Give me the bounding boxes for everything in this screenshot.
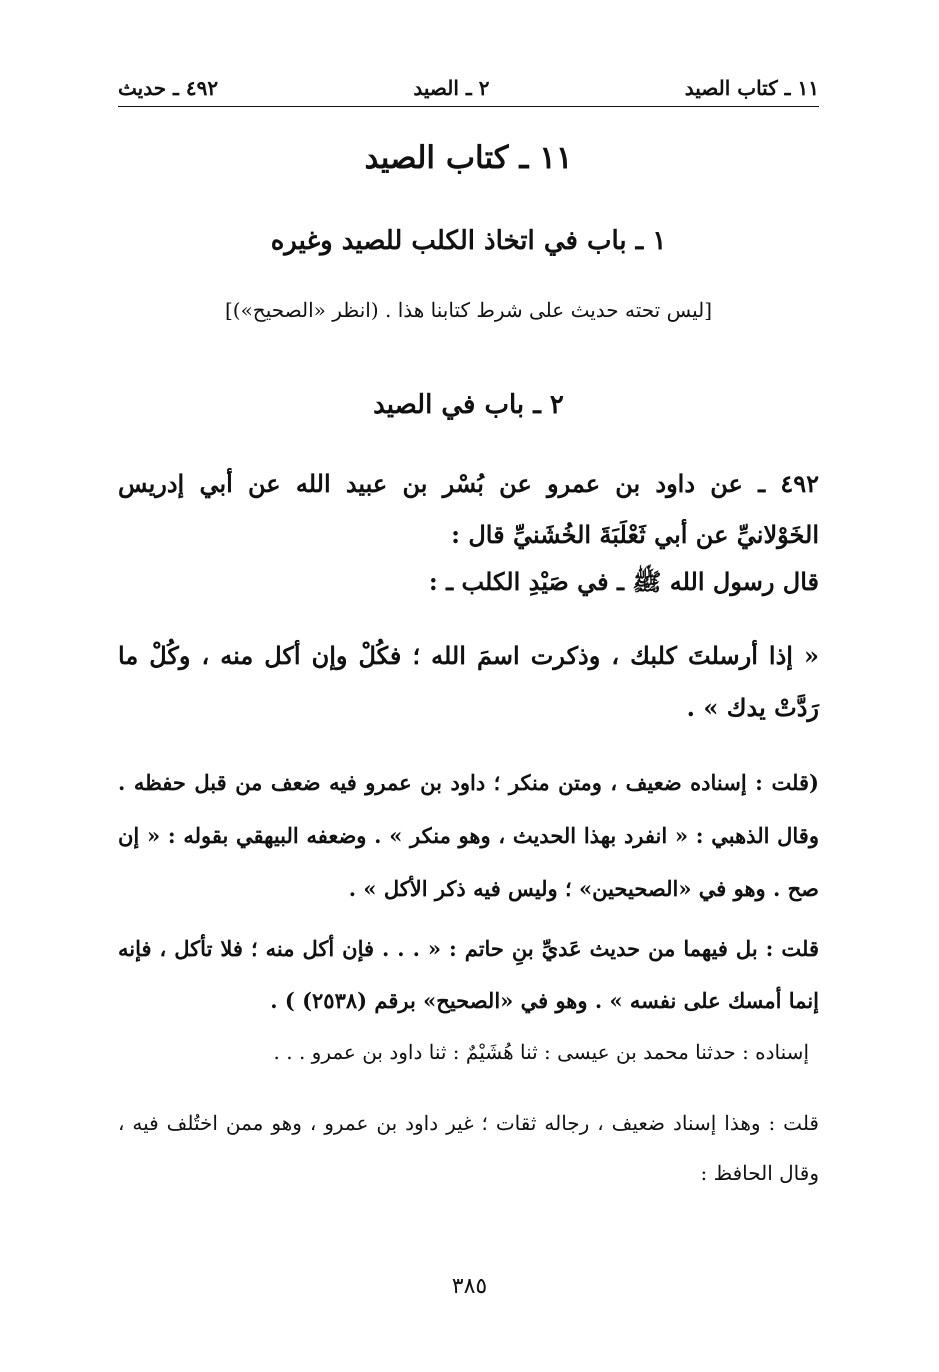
hadith-saying: قال رسول الله ﷺ ـ في صَيْدِ الكلب ـ : xyxy=(428,567,819,596)
header-book-title: ١١ ـ كتاب الصيد xyxy=(684,76,819,100)
commentary-paragraph-1: (قلت : إسناده ضعيف ، ومتن منكر ؛ داود بن عمرو فيه ضعف من قبل حفظه . وقال الذهبي : « انفرد بهذا الحديث ، وهو منكر » . وضعفه البيهقي بقوله : « إن صح . وهو في «الصحيحين» ؛ وليس فيه ذكر الأكل » . xyxy=(118,770,819,901)
header-chapter-title: ٢ ـ الصيد xyxy=(413,76,490,100)
section-1-note: [ليس تحته حديث على شرط كتابنا هذا . (انظر «الصحيح»)] xyxy=(224,298,713,322)
commentary-paragraph-3: قلت : وهذا إسناد ضعيف ، رجاله ثقات ؛ غير داود بن عمرو ، وهو ممن اختُلف فيه ، وقال الحافظ : xyxy=(118,1111,819,1185)
header-divider xyxy=(118,106,819,107)
page-number: ٣٨٥ xyxy=(451,1274,488,1299)
hadith-chain: ٤٩٢ ـ عن داود بن عمرو عن بُسْر بن عبيد الله عن أبي إدريس الخَوْلانيِّ عن أبي ثَعْلَبَةَ الخُشَنيِّ قال : xyxy=(118,469,819,549)
header-hadith-ref: ٤٩٢ ـ حديث xyxy=(118,76,219,100)
section-1-title: ١ ـ باب في اتخاذ الكلب للصيد وغيره xyxy=(270,226,667,256)
commentary-paragraph-2: قلت : بل فيهما من حديث عَديِّ بنِ حاتم : « . . . فإن أكل منه ؛ فلا تأكل ، فإنه إنما أمسك على نفسه » . وهو في «الصحيح» برقم (٢٥٣٨) ) . xyxy=(118,936,819,1013)
running-header xyxy=(118,68,819,108)
section-2-title: ٢ ـ باب في الصيد xyxy=(373,390,564,420)
hadith-text: « إذا أرسلتَ كلبك ، وذكرت اسمَ الله ؛ فكُلْ وإن أكل منه ، وكُلْ ما رَدَّتْ يدك » . xyxy=(118,641,819,722)
isnad-line: إسناده : حدثنا محمد بن عيسى : ثنا هُشَيْمٌ : ثنا داود بن عمرو . . . xyxy=(273,1040,809,1064)
chapter-title: ١١ ـ كتاب الصيد xyxy=(364,140,573,176)
